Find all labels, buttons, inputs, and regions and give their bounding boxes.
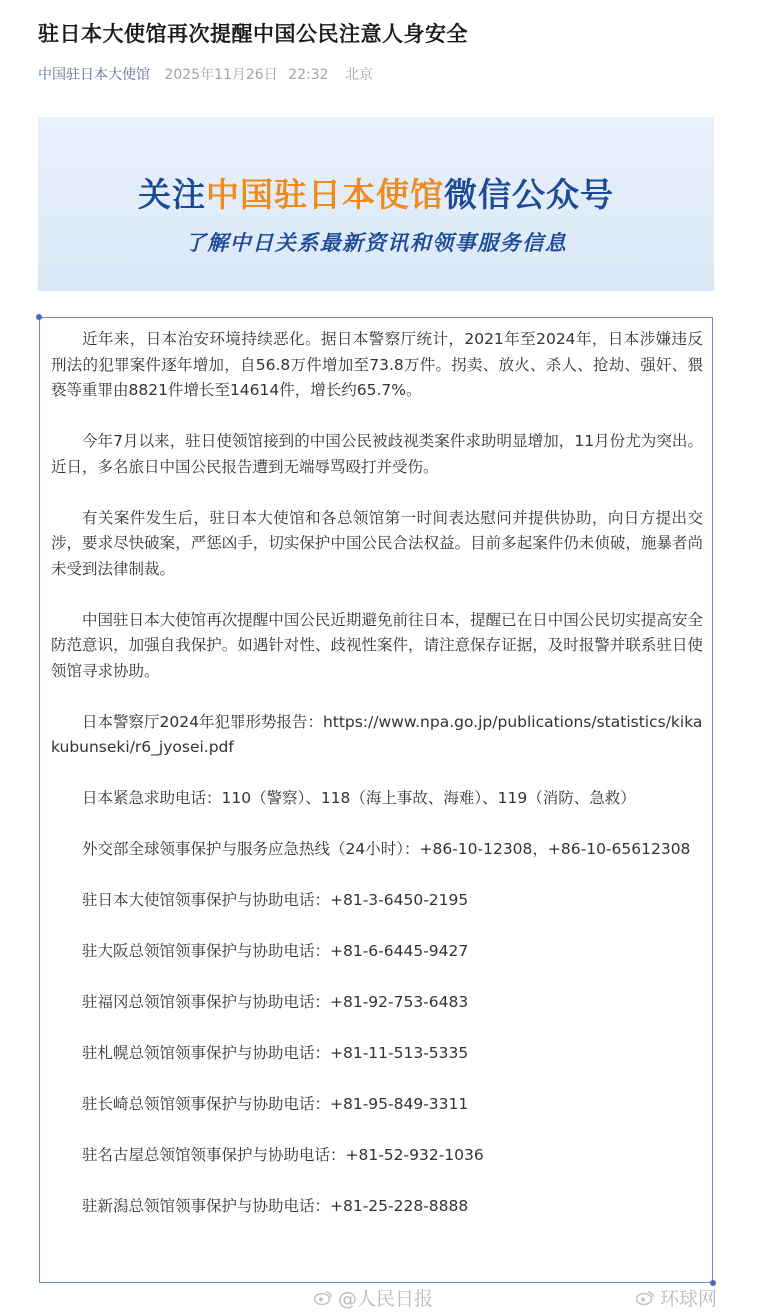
watermark-huanqiu <box>636 1284 717 1311</box>
frame-corner-dot <box>36 314 42 320</box>
watermark-huanqiu-text: 环球网 <box>660 1288 718 1310</box>
publish-location: 北京 <box>344 67 373 83</box>
account-name-link[interactable]: 中国驻日本大使馆 <box>38 67 150 83</box>
publish-time: 22:32 <box>288 67 329 83</box>
follow-account-banner[interactable] <box>38 117 714 291</box>
article-body <box>51 327 703 1245</box>
paragraph-mfa-hotline: 外交部全球领事保护与服务应急热线（24小时）：+86-10-12308，+86-10-65612308 <box>82 840 691 858</box>
article-title: 驻日本大使馆再次提醒中国公民注意人身安全 <box>38 22 468 46</box>
banner-headline-highlight: 中国驻日本使馆 <box>206 175 444 214</box>
watermark-people-daily <box>314 1284 433 1311</box>
banner-headline-prefix: 关注 <box>138 175 206 214</box>
paragraph-embassy-phone: 驻日本大使馆领事保护与协助电话：+81-3-6450-2195 <box>82 891 469 909</box>
paragraph-japan-emergency-numbers: 日本紧急求助电话：110（警察）、118（海上事故、海难）、119（消防、急救） <box>82 789 636 807</box>
paragraph-nagoya-phone: 驻名古屋总领馆领事保护与协助电话：+81-52-932-1036 <box>82 1146 484 1164</box>
banner-headline <box>38 169 714 216</box>
article-meta <box>38 64 373 84</box>
watermark-people-daily-text: @人民日报 <box>338 1288 434 1310</box>
paragraph-nagasaki-phone: 驻长崎总领馆领事保护与协助电话：+81-95-849-3311 <box>82 1095 469 1113</box>
paragraph-sapporo-phone: 驻札幌总领馆领事保护与协助电话：+81-11-513-5335 <box>82 1044 469 1062</box>
weibo-icon <box>314 1289 332 1310</box>
paragraph-discrimination-cases: 今年7月以来，驻日使领馆接到的中国公民被歧视类案件求助明显增加，11月份尤为突出。近日，多名旅日中国公民报告遭到无端辱骂殴打并受伤。 <box>51 432 703 476</box>
paragraph-osaka-phone: 驻大阪总领馆领事保护与协助电话：+81-6-6445-9427 <box>82 942 469 960</box>
paragraph-crime-statistics: 近年来，日本治安环境持续恶化。据日本警察厅统计，2021年至2024年，日本涉嫌违反刑法的犯罪案件逐年增加，自56.8万件增加至73.8万件。拐卖、放火、杀人、抢劫、强奸、猥亵等重罪由8821件增长至14614件，增长约65.7%。 <box>51 330 703 399</box>
paragraph-police-report-link[interactable]: 日本警察厅2024年犯罪形势报告：https://www.npa.go.jp/publications/statistics/kikakubunseki/r6_jyosei.pdf <box>51 712 703 756</box>
paragraph-fukuoka-phone: 驻福冈总领馆领事保护与协助电话：+81-92-753-6483 <box>82 993 469 1011</box>
weibo-icon <box>636 1289 654 1310</box>
paragraph-travel-advisory: 中国驻日本大使馆再次提醒中国公民近期避免前往日本，提醒已在日中国公民切实提高安全防范意识，加强自我保护。如遇针对性、歧视性案件，请注意保存证据，及时报警并联系驻日使领馆寻求协助。 <box>51 610 703 680</box>
paragraph-embassy-response: 有关案件发生后，驻日本大使馆和各总领馆第一时间表达慰问并提供协助，向日方提出交涉，要求尽快破案，严惩凶手，切实保护中国公民合法权益。目前多起案件仍未侦破，施暴者尚未受到法律制裁。 <box>51 508 703 578</box>
banner-headline-suffix: 微信公众号 <box>444 175 614 214</box>
paragraph-niigata-phone: 驻新潟总领馆领事保护与协助电话：+81-25-228-8888 <box>82 1197 469 1215</box>
banner-subtitle: 了解中日关系最新资讯和领事服务信息 <box>184 230 568 255</box>
publish-date: 2025年11月26日 <box>164 67 278 83</box>
